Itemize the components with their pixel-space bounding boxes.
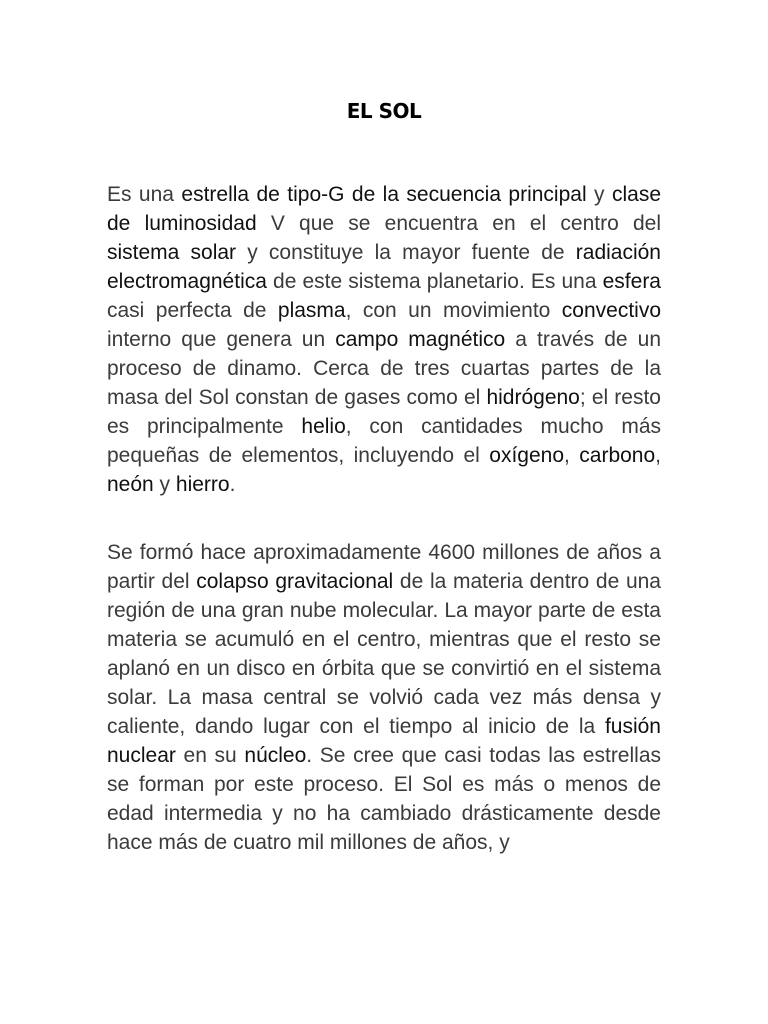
body-text: .	[229, 473, 236, 496]
body-text: . Se cree que casi todas las estrellas se forman por este proceso. El Sol es más o menos de edad intermedia y no ha cambiado drásticamente desde hace más de cuatro mil millones de años, y	[107, 744, 661, 854]
hyperlink-text[interactable]: colapso gravitacional	[196, 570, 394, 593]
body-text: ,	[655, 444, 662, 467]
paragraph-1	[107, 180, 661, 499]
hyperlink-text[interactable]: clase de luminosidad	[107, 183, 661, 235]
hyperlink-text[interactable]: estrella de tipo-G de la secuencia principal	[181, 183, 587, 206]
hyperlink-text[interactable]: helio	[301, 415, 346, 438]
hyperlink-text[interactable]: neón	[107, 473, 154, 496]
hyperlink-text[interactable]: oxígeno	[489, 444, 564, 467]
hyperlink-text[interactable]: sistema solar	[107, 241, 237, 264]
hyperlink-text[interactable]: radiación electromagnética	[107, 241, 661, 293]
body-text: de este sistema planetario. Es una	[266, 270, 603, 293]
hyperlink-text[interactable]: hidrógeno	[486, 386, 580, 409]
body-text: V que se encuentra en el centro del	[256, 212, 661, 235]
body-text: de la materia dentro de una región de una gran nube molecular. La mayor parte de esta materia se acumuló en el centro, mientras que el resto se aplanó en un disco en órbita que se convirtió en el sistema solar. La masa central se volvió cada vez más densa y caliente, dando lugar con el tiempo al inicio de la	[107, 570, 661, 738]
body-text: , con cantidades mucho más pequeñas de elementos, incluyendo el	[107, 415, 662, 467]
hyperlink-text[interactable]: fusión nuclear	[107, 715, 661, 767]
body-text: y	[153, 473, 176, 496]
body-text: , con un movimiento	[345, 299, 562, 322]
hyperlink-text[interactable]: hierro	[175, 473, 230, 496]
hyperlink-text[interactable]: campo magnético	[335, 328, 506, 351]
document-title: EL SOL	[346, 99, 422, 123]
body-text: y constituye la mayor fuente de	[236, 241, 576, 264]
body-text: en su	[175, 744, 245, 767]
body-text: Se formó hace aproximadamente 4600 millones de años a partir del	[107, 541, 661, 593]
body-text: Es una	[107, 183, 182, 206]
body-text: casi perfecta de	[107, 299, 278, 322]
body-text: y	[586, 183, 612, 206]
body-text: a través de un proceso de dinamo. Cerca de tres cuartas partes de la masa del Sol constan de gases como el	[107, 328, 661, 409]
hyperlink-text[interactable]: núcleo	[244, 744, 307, 767]
body-text: interno que genera un	[107, 328, 336, 351]
paragraph-2	[107, 538, 661, 857]
hyperlink-text[interactable]: plasma	[277, 299, 346, 322]
hyperlink-text[interactable]: carbono	[579, 444, 656, 467]
body-text: ; el resto es principalmente	[107, 386, 661, 438]
hyperlink-text[interactable]: convectivo	[561, 299, 661, 322]
hyperlink-text[interactable]: esfera	[602, 270, 661, 293]
body-text: ,	[564, 444, 580, 467]
